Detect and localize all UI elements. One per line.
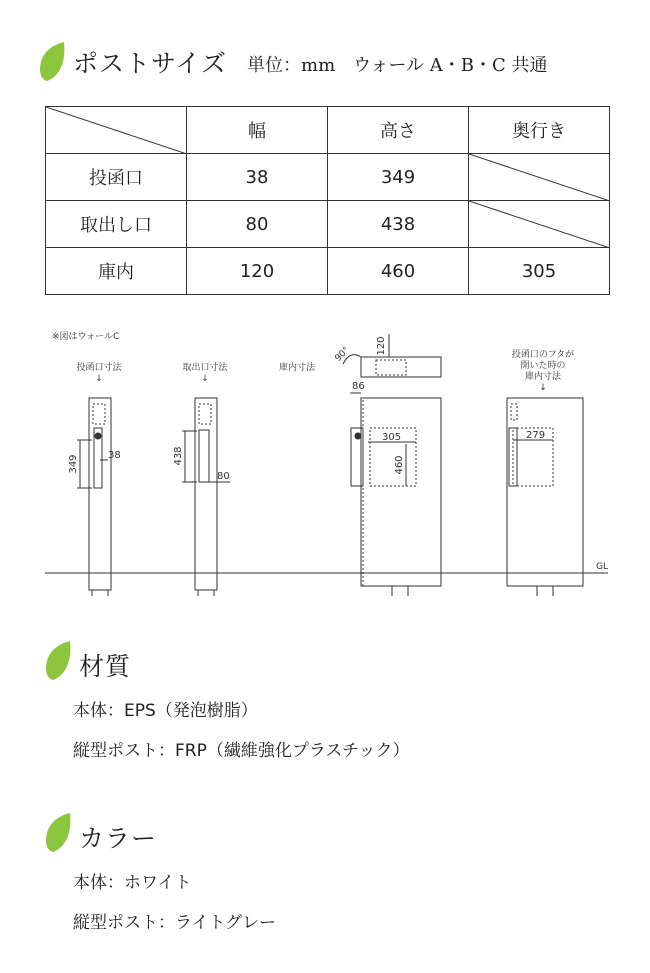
dim-438: 438 — [173, 446, 184, 466]
color-line: 本体：ホワイト — [73, 873, 192, 893]
cell-depth: 305 — [469, 248, 610, 295]
cell-width: 80 — [187, 201, 328, 248]
table-header-row — [46, 107, 610, 154]
cell-depth-empty — [469, 154, 610, 201]
label-slot-size: 投函口寸法 — [76, 363, 122, 373]
table-row — [46, 248, 610, 295]
label-flap-arrow: ↓ — [539, 383, 547, 393]
material-line: 本体：EPS（発泡樹脂） — [73, 701, 258, 721]
figure-flap-open — [507, 398, 583, 596]
leaf-icon — [38, 40, 66, 82]
label-inner-size: 庫内寸法 — [278, 363, 316, 373]
color-line: 縦型ポスト：ライトグレー — [73, 913, 277, 933]
table-row — [46, 201, 610, 248]
dim-279: 279 — [526, 430, 546, 441]
header-width: 幅 — [187, 107, 328, 154]
dim-305: 305 — [382, 432, 402, 443]
label-slot-arrow: ↓ — [95, 374, 103, 384]
material-line: 縦型ポスト：FRP（繊維強化プラスチック） — [73, 741, 410, 761]
header-height: 高さ — [328, 107, 469, 154]
section-title-color: カラー — [79, 824, 158, 853]
cell-width: 120 — [187, 248, 328, 295]
section-title-material: 材質 — [79, 652, 132, 681]
cell-depth-empty — [469, 201, 610, 248]
dim-460: 460 — [394, 455, 405, 475]
diagonal-line-icon — [469, 201, 610, 248]
size-table — [45, 106, 610, 295]
diagonal-line-icon — [46, 107, 187, 154]
table-corner-cell — [46, 107, 187, 154]
cell-height: 349 — [328, 154, 469, 201]
ground-label: GL — [596, 562, 608, 572]
figure-slot — [68, 398, 121, 596]
dim-349: 349 — [68, 454, 79, 474]
header-depth: 奥行き — [469, 107, 610, 154]
label-flap-line1: 投函口のフタが — [511, 350, 575, 360]
label-flap-line3: 庫内寸法 — [524, 372, 562, 382]
row-label: 取出し口 — [46, 201, 187, 248]
cell-height: 460 — [328, 248, 469, 295]
dim-86: 86 — [352, 381, 365, 392]
label-flap-line2: 開いた時の — [520, 361, 566, 371]
figure-takeout — [173, 398, 230, 596]
drawing-note: ※図はウォールC — [52, 332, 120, 342]
cell-height: 438 — [328, 201, 469, 248]
dim-120: 120 — [376, 336, 387, 356]
dim-38: 38 — [108, 450, 121, 461]
leaf-icon — [44, 811, 72, 853]
dim-80: 80 — [217, 471, 230, 482]
section-title-size: ポストサイズ — [73, 49, 228, 78]
dimension-drawing — [0, 320, 650, 610]
section-subtitle-units: 単位：mm ウォール A・B・C 共通 — [247, 55, 548, 76]
cell-width: 38 — [187, 154, 328, 201]
row-label: 投函口 — [46, 154, 187, 201]
table-row — [46, 154, 610, 201]
leaf-icon — [44, 639, 72, 681]
dim-90: 90° — [333, 345, 352, 364]
label-takeout-size: 取出口寸法 — [182, 363, 228, 373]
diagonal-line-icon — [469, 154, 610, 201]
figure-inner — [333, 334, 441, 596]
row-label: 庫内 — [46, 248, 187, 295]
label-takeout-arrow: ↓ — [201, 374, 209, 384]
